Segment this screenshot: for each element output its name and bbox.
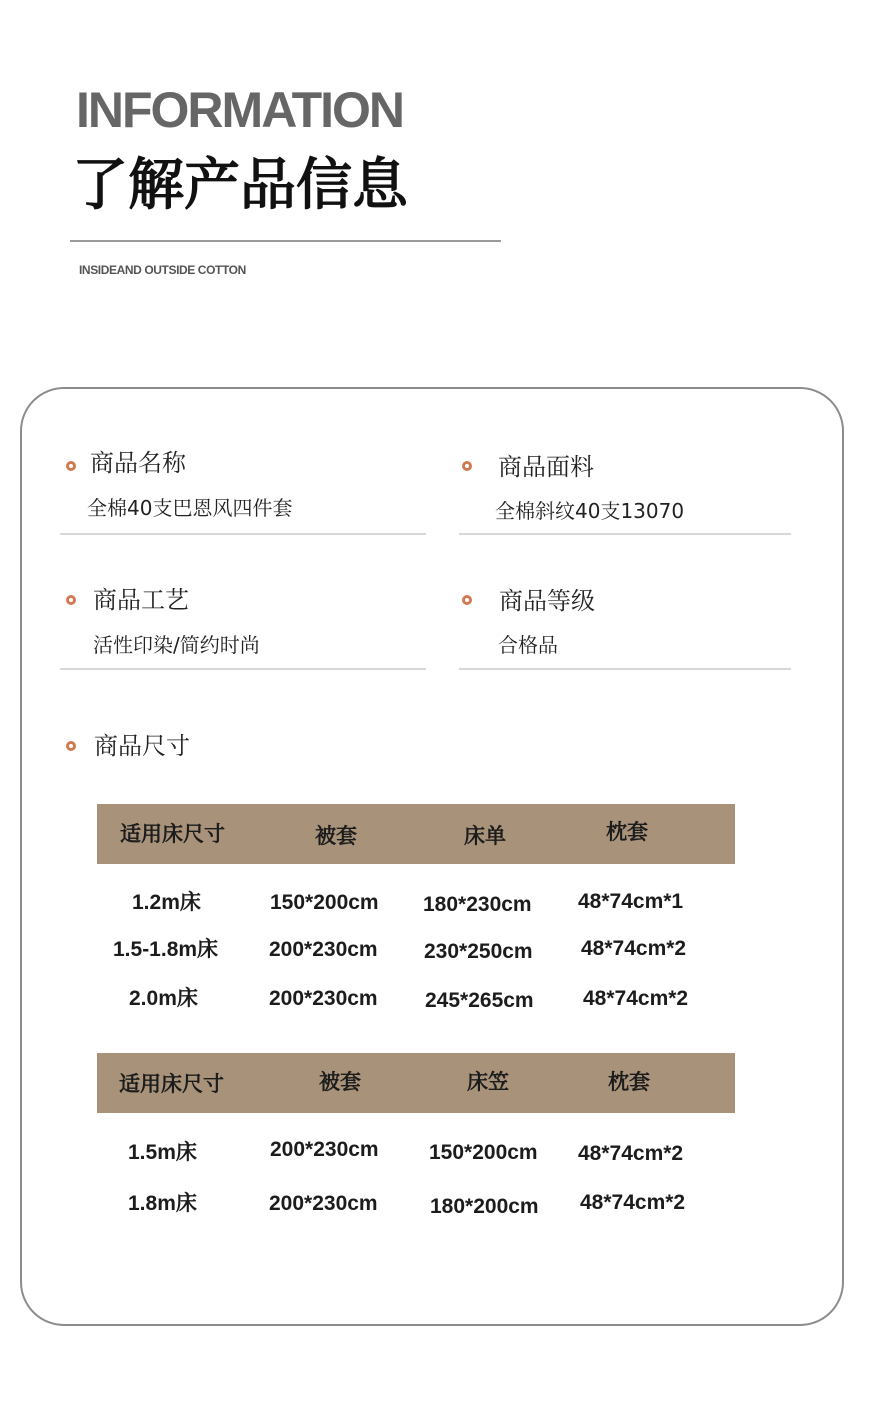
table-cell: 180*230cm [423, 893, 532, 916]
header-divider [70, 240, 501, 242]
field-value: 全棉40支巴恩风四件套 [87, 496, 293, 520]
table-header-cell: 被套 [319, 1070, 361, 1094]
bullet-circle-icon [66, 461, 76, 471]
field-value: 全棉斜纹40支13070 [495, 499, 685, 523]
table-cell: 48*74cm*2 [580, 1191, 686, 1214]
field-label: 商品尺寸 [94, 732, 190, 760]
table-cell: 1.5m床 [128, 1141, 197, 1164]
table-cell: 1.5-1.8m床 [113, 938, 219, 961]
field-divider [60, 533, 426, 535]
table-cell: 245*265cm [425, 989, 534, 1012]
table-header-cell: 枕套 [608, 1070, 650, 1094]
header-title-en: INFORMATION [76, 82, 404, 138]
field-label: 商品面料 [498, 453, 594, 481]
field-divider [459, 533, 791, 535]
header-title-cn: 了解产品信息 [72, 153, 408, 218]
table-header-cell: 适用床尺寸 [120, 822, 225, 846]
field-label: 商品名称 [90, 449, 186, 477]
table-cell: 230*250cm [424, 940, 533, 963]
bullet-circle-icon [66, 595, 76, 605]
bullet-circle-icon [462, 461, 472, 471]
field-value: 合格品 [498, 633, 558, 657]
table-cell: 48*74cm*1 [578, 890, 684, 913]
table-cell: 150*200cm [270, 891, 379, 914]
table-cell: 48*74cm*2 [583, 987, 689, 1010]
table-cell: 150*200cm [429, 1141, 538, 1164]
table-cell: 48*74cm*2 [578, 1142, 684, 1165]
header-subtitle: INSIDEAND OUTSIDE COTTON [79, 263, 246, 277]
table-cell: 1.2m床 [132, 891, 201, 914]
table-cell: 1.8m床 [128, 1192, 197, 1215]
table-cell: 200*230cm [269, 938, 378, 961]
table-cell: 180*200cm [430, 1195, 539, 1218]
table-cell: 200*230cm [270, 1138, 379, 1161]
table-header-cell: 床单 [464, 824, 506, 848]
table-cell: 200*230cm [269, 1192, 378, 1215]
table-header-cell: 被套 [315, 824, 357, 848]
bullet-circle-icon [66, 741, 76, 751]
field-label: 商品等级 [499, 587, 595, 615]
table-header-cell: 床笠 [467, 1070, 509, 1094]
field-divider [459, 668, 791, 670]
field-divider [60, 668, 426, 670]
table-header-cell: 适用床尺寸 [119, 1072, 224, 1096]
field-label: 商品工艺 [93, 586, 189, 614]
field-value: 活性印染/简约时尚 [93, 633, 260, 657]
table-header-cell: 枕套 [606, 820, 648, 844]
table-cell: 2.0m床 [129, 987, 198, 1010]
table-cell: 48*74cm*2 [581, 937, 687, 960]
bullet-circle-icon [462, 595, 472, 605]
table-cell: 200*230cm [269, 987, 378, 1010]
